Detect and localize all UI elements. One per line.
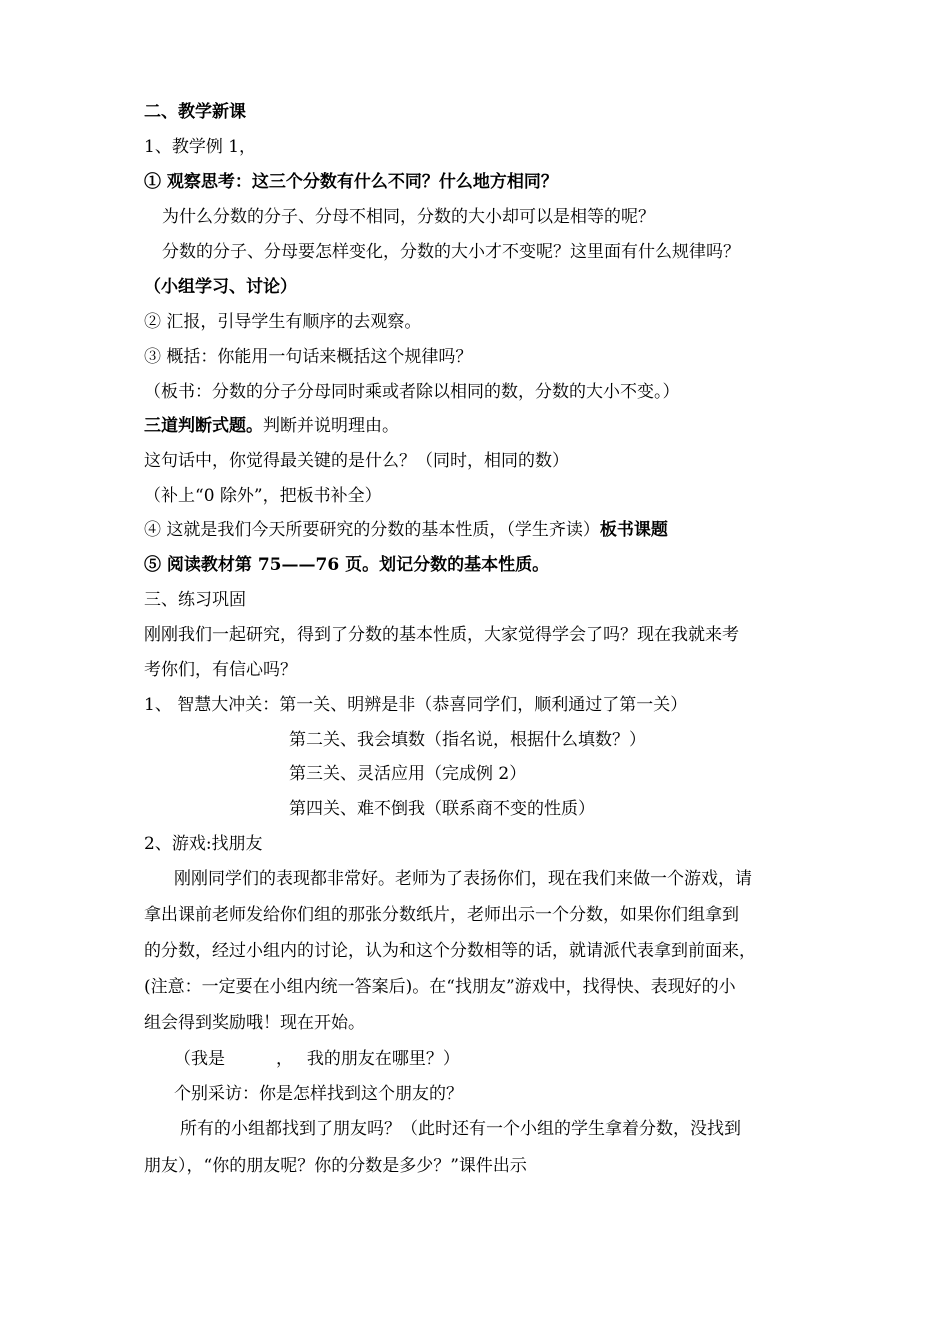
judgement-text: 判断并说明理由。 [263, 416, 399, 436]
board-note: （板书：分数的分子分母同时乘或者除以相同的数，分数的大小不变。） [144, 382, 680, 402]
board-title-label: 板书课题 [599, 520, 668, 540]
game-chant: （我是 ， 我的朋友在哪里？） [174, 1049, 460, 1069]
step-topic [144, 518, 668, 542]
challenge-level-4: 第四关、难不倒我（联系商不变的性质） [289, 799, 595, 819]
question-line: 分数的分子、分母要怎样变化，分数的大小才不变呢？这里面有什么规律吗？ [162, 242, 740, 262]
paragraph-line: (注意：一定要在小组内统一答案后)。在“找朋友”游戏中，找得快、表现好的小 [144, 977, 736, 997]
paragraph-line: 刚刚我们一起研究，得到了分数的基本性质，大家觉得学会了吗？现在我就来考 [144, 625, 739, 645]
challenge-level-2: 第二关、我会填数（指名说，根据什么填数？） [289, 730, 646, 750]
challenge-level-1: 1、 智慧大冲关：第一关、明辨是非（恭喜同学们，顺利通过了第一关） [144, 695, 688, 715]
key-question: 这句话中，你觉得最关键的是什么？（同时，相同的数） [144, 451, 569, 471]
paragraph-line: 组会得到奖励哦！现在开始。 [144, 1013, 365, 1033]
judgement-label: 三道判断式题。 [144, 416, 263, 436]
paragraph-line: 考你们，有信心吗？ [144, 660, 297, 680]
paragraph-line: 刚刚同学们的表现都非常好。老师为了表扬你们，现在我们来做一个游戏，请 [174, 869, 752, 889]
group-study-note: （小组学习、讨论） [144, 277, 297, 297]
question-line: 为什么分数的分子、分母不相同，分数的大小却可以是相等的呢？ [162, 207, 655, 227]
interview-line: 个别采访：你是怎样找到这个朋友的？ [174, 1084, 463, 1104]
step-read: ⑤ 阅读教材第 75——76 页。划记分数的基本性质。 [144, 555, 550, 575]
judgement-line [144, 414, 399, 438]
paragraph-line: 朋友），“你的朋友呢？你的分数是多少？”课件出示 [144, 1156, 527, 1176]
step-summarize: ③ 概括：你能用一句话来概括这个规律吗？ [144, 347, 473, 367]
section-heading-new-lesson: 二、教学新课 [144, 102, 246, 122]
step-observe: ① 观察思考：这三个分数有什么不同？什么地方相同？ [144, 172, 558, 192]
challenge-level-3: 第三关、灵活应用（完成例 2） [289, 764, 527, 784]
board-supplement: （补上“0 除外”，把板书补全） [144, 486, 382, 506]
paragraph-line: 的分数，经过小组内的讨论，认为和这个分数相等的话，就请派代表拿到前面来， [144, 941, 756, 961]
step-topic-text: ④ 这就是我们今天所要研究的分数的基本性质，（学生齐读） [144, 520, 600, 540]
paragraph-line: 拿出课前老师发给你们组的那张分数纸片，老师出示一个分数，如果你们组拿到 [144, 905, 739, 925]
game-heading: 2、游戏:找朋友 [144, 834, 263, 854]
section-heading-practice: 三、练习巩固 [144, 590, 246, 610]
example-heading: 1、教学例 1， [144, 137, 257, 157]
step-report: ② 汇报，引导学生有顺序的去观察。 [144, 312, 422, 332]
paragraph-line: 所有的小组都找到了朋友吗？（此时还有一个小组的学生拿着分数，没找到 [180, 1119, 741, 1139]
